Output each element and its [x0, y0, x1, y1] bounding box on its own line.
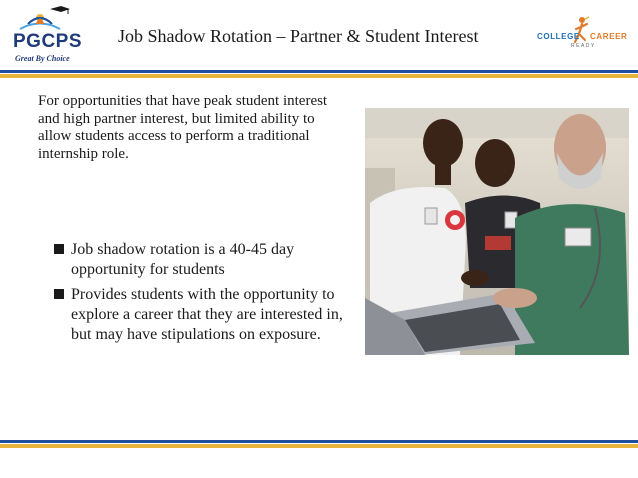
intro-paragraph: For opportunities that have peak student interest and high partner interest, but limited ability to allow students access to perform a traditional internship role.: [38, 93, 328, 162]
header-divider: [0, 70, 638, 78]
college-career-ready-logo: [534, 14, 634, 54]
pgcps-tagline: Great By Choice: [15, 54, 70, 63]
bullet-list: [54, 240, 344, 350]
logo-career-text: CAREER: [590, 32, 628, 41]
pgcps-logo: [6, 4, 86, 64]
runner-figure-icon: [572, 16, 592, 46]
pgcps-graduate-icon: [6, 4, 86, 34]
bullet-text: Job shadow rotation is a 40-45 day opportunity for students: [71, 241, 295, 278]
photo-students-with-instructor-icon: [365, 108, 629, 355]
page-title: Job Shadow Rotation – Partner & Student Interest: [118, 26, 479, 46]
bullet-text: Provides students with the opportunity to explore a career that they are interested in, but may have stipulations on exposure.: [71, 286, 343, 343]
pgcps-wordmark: PGCPS: [13, 31, 83, 52]
logo-ready-text: READY: [571, 43, 596, 49]
students-instructor-photo: [365, 108, 629, 355]
slide-header: [0, 0, 638, 68]
square-bullet-icon: [54, 244, 64, 254]
footer-divider: [0, 440, 638, 448]
logo-college-text: COLLEGE: [537, 32, 580, 41]
square-bullet-icon: [54, 289, 64, 299]
list-item: [54, 285, 344, 345]
list-item: [54, 240, 344, 280]
